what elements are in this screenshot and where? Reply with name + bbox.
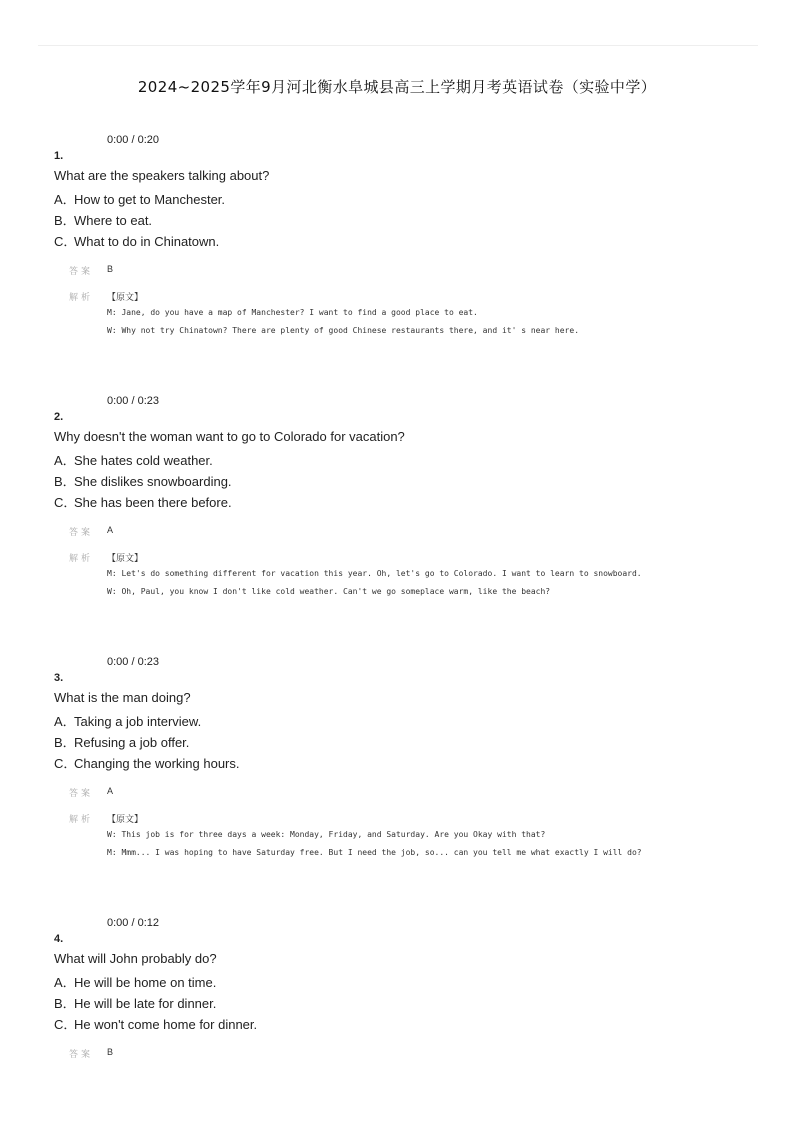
question-stem: What are the speakers talking about? — [54, 168, 270, 183]
question-stem: Why doesn't the woman want to go to Colorado for vacation? — [54, 429, 405, 444]
answer-value: A — [107, 525, 114, 535]
transcript-line: M: Mmm... I was hoping to have Saturday free. But I need the job, so... can you tell me what exactly I will do? — [107, 848, 642, 857]
audio-time[interactable]: 0:00 / 0:23 — [107, 395, 159, 407]
question-number: 1. — [54, 150, 64, 162]
question-number: 3. — [54, 672, 64, 684]
answer-label: 答案 — [69, 267, 94, 277]
explanation-label: 解析 — [69, 293, 94, 303]
option-c[interactable] — [54, 1014, 257, 1033]
option-b[interactable] — [54, 732, 189, 751]
audio-time[interactable]: 0:00 / 0:23 — [107, 656, 159, 668]
transcript-line: M: Jane, do you have a map of Manchester? I want to find a good place to eat. — [107, 308, 478, 317]
option-text: He will be late for dinner. — [74, 996, 217, 1011]
question-2 — [0, 395, 794, 645]
option-text: She dislikes snowboarding. — [74, 474, 232, 489]
option-letter: C． — [54, 1017, 77, 1032]
answer-value: A — [107, 786, 114, 796]
option-letter: A． — [54, 975, 76, 990]
answer-label: 答案 — [69, 528, 94, 538]
question-3 — [0, 656, 794, 906]
question-stem: What will John probably do? — [54, 951, 217, 966]
option-letter: C． — [54, 495, 77, 510]
explanation-label: 解析 — [69, 815, 94, 825]
answer-label: 答案 — [69, 1050, 94, 1060]
option-a[interactable] — [54, 189, 225, 208]
question-stem: What is the man doing? — [54, 690, 191, 705]
option-b[interactable] — [54, 210, 152, 229]
transcript-line: W: Oh, Paul, you know I don't like cold weather. Can't we go someplace warm, like the beach? — [107, 587, 551, 596]
option-letter: A． — [54, 714, 76, 729]
question-4 — [0, 917, 794, 1077]
option-text: She hates cold weather. — [74, 453, 213, 468]
question-number: 4. — [54, 933, 64, 945]
option-letter: B． — [54, 474, 76, 489]
transcript-heading: 【原文】 — [107, 815, 144, 825]
top-divider — [38, 45, 758, 46]
option-letter: B． — [54, 996, 76, 1011]
option-text: Refusing a job offer. — [74, 735, 190, 750]
transcript-heading: 【原文】 — [107, 293, 144, 303]
answer-value: B — [107, 1047, 114, 1057]
answer-value: B — [107, 264, 114, 274]
option-letter: A． — [54, 453, 76, 468]
question-number: 2. — [54, 411, 64, 423]
transcript-heading: 【原文】 — [107, 554, 144, 564]
transcript-line: W: This job is for three days a week: Monday, Friday, and Saturday. Are you Okay with that? — [107, 830, 546, 839]
option-text: Where to eat. — [74, 213, 153, 228]
option-a[interactable] — [54, 972, 216, 991]
option-text: She has been there before. — [74, 495, 232, 510]
option-letter: B． — [54, 213, 76, 228]
option-b[interactable] — [54, 993, 216, 1012]
answer-label: 答案 — [69, 789, 94, 799]
audio-time[interactable]: 0:00 / 0:12 — [107, 917, 159, 929]
option-text: Taking a job interview. — [74, 714, 202, 729]
option-letter: A． — [54, 192, 76, 207]
option-text: How to get to Manchester. — [74, 192, 226, 207]
option-c[interactable] — [54, 753, 240, 772]
option-letter: C． — [54, 756, 77, 771]
option-text: What to do in Chinatown. — [74, 234, 220, 249]
option-c[interactable] — [54, 231, 219, 250]
option-a[interactable] — [54, 450, 213, 469]
option-text: He won't come home for dinner. — [74, 1017, 258, 1032]
option-text: Changing the working hours. — [74, 756, 240, 771]
question-1 — [0, 134, 794, 384]
page-title: 2024~2025学年9月河北衡水阜城县高三上学期月考英语试卷（实验中学） — [137, 78, 657, 96]
explanation-label: 解析 — [69, 554, 94, 564]
option-letter: C． — [54, 234, 77, 249]
transcript-line: W: Why not try Chinatown? There are plenty of good Chinese restaurants there, and it' s near here. — [107, 326, 580, 335]
transcript-line: M: Let's do something different for vacation this year. Oh, let's go to Colorado. I want to learn to snowboard. — [107, 569, 642, 578]
option-b[interactable] — [54, 471, 232, 490]
audio-time[interactable]: 0:00 / 0:20 — [107, 134, 159, 146]
option-letter: B． — [54, 735, 76, 750]
option-a[interactable] — [54, 711, 201, 730]
option-text: He will be home on time. — [74, 975, 217, 990]
option-c[interactable] — [54, 492, 232, 511]
